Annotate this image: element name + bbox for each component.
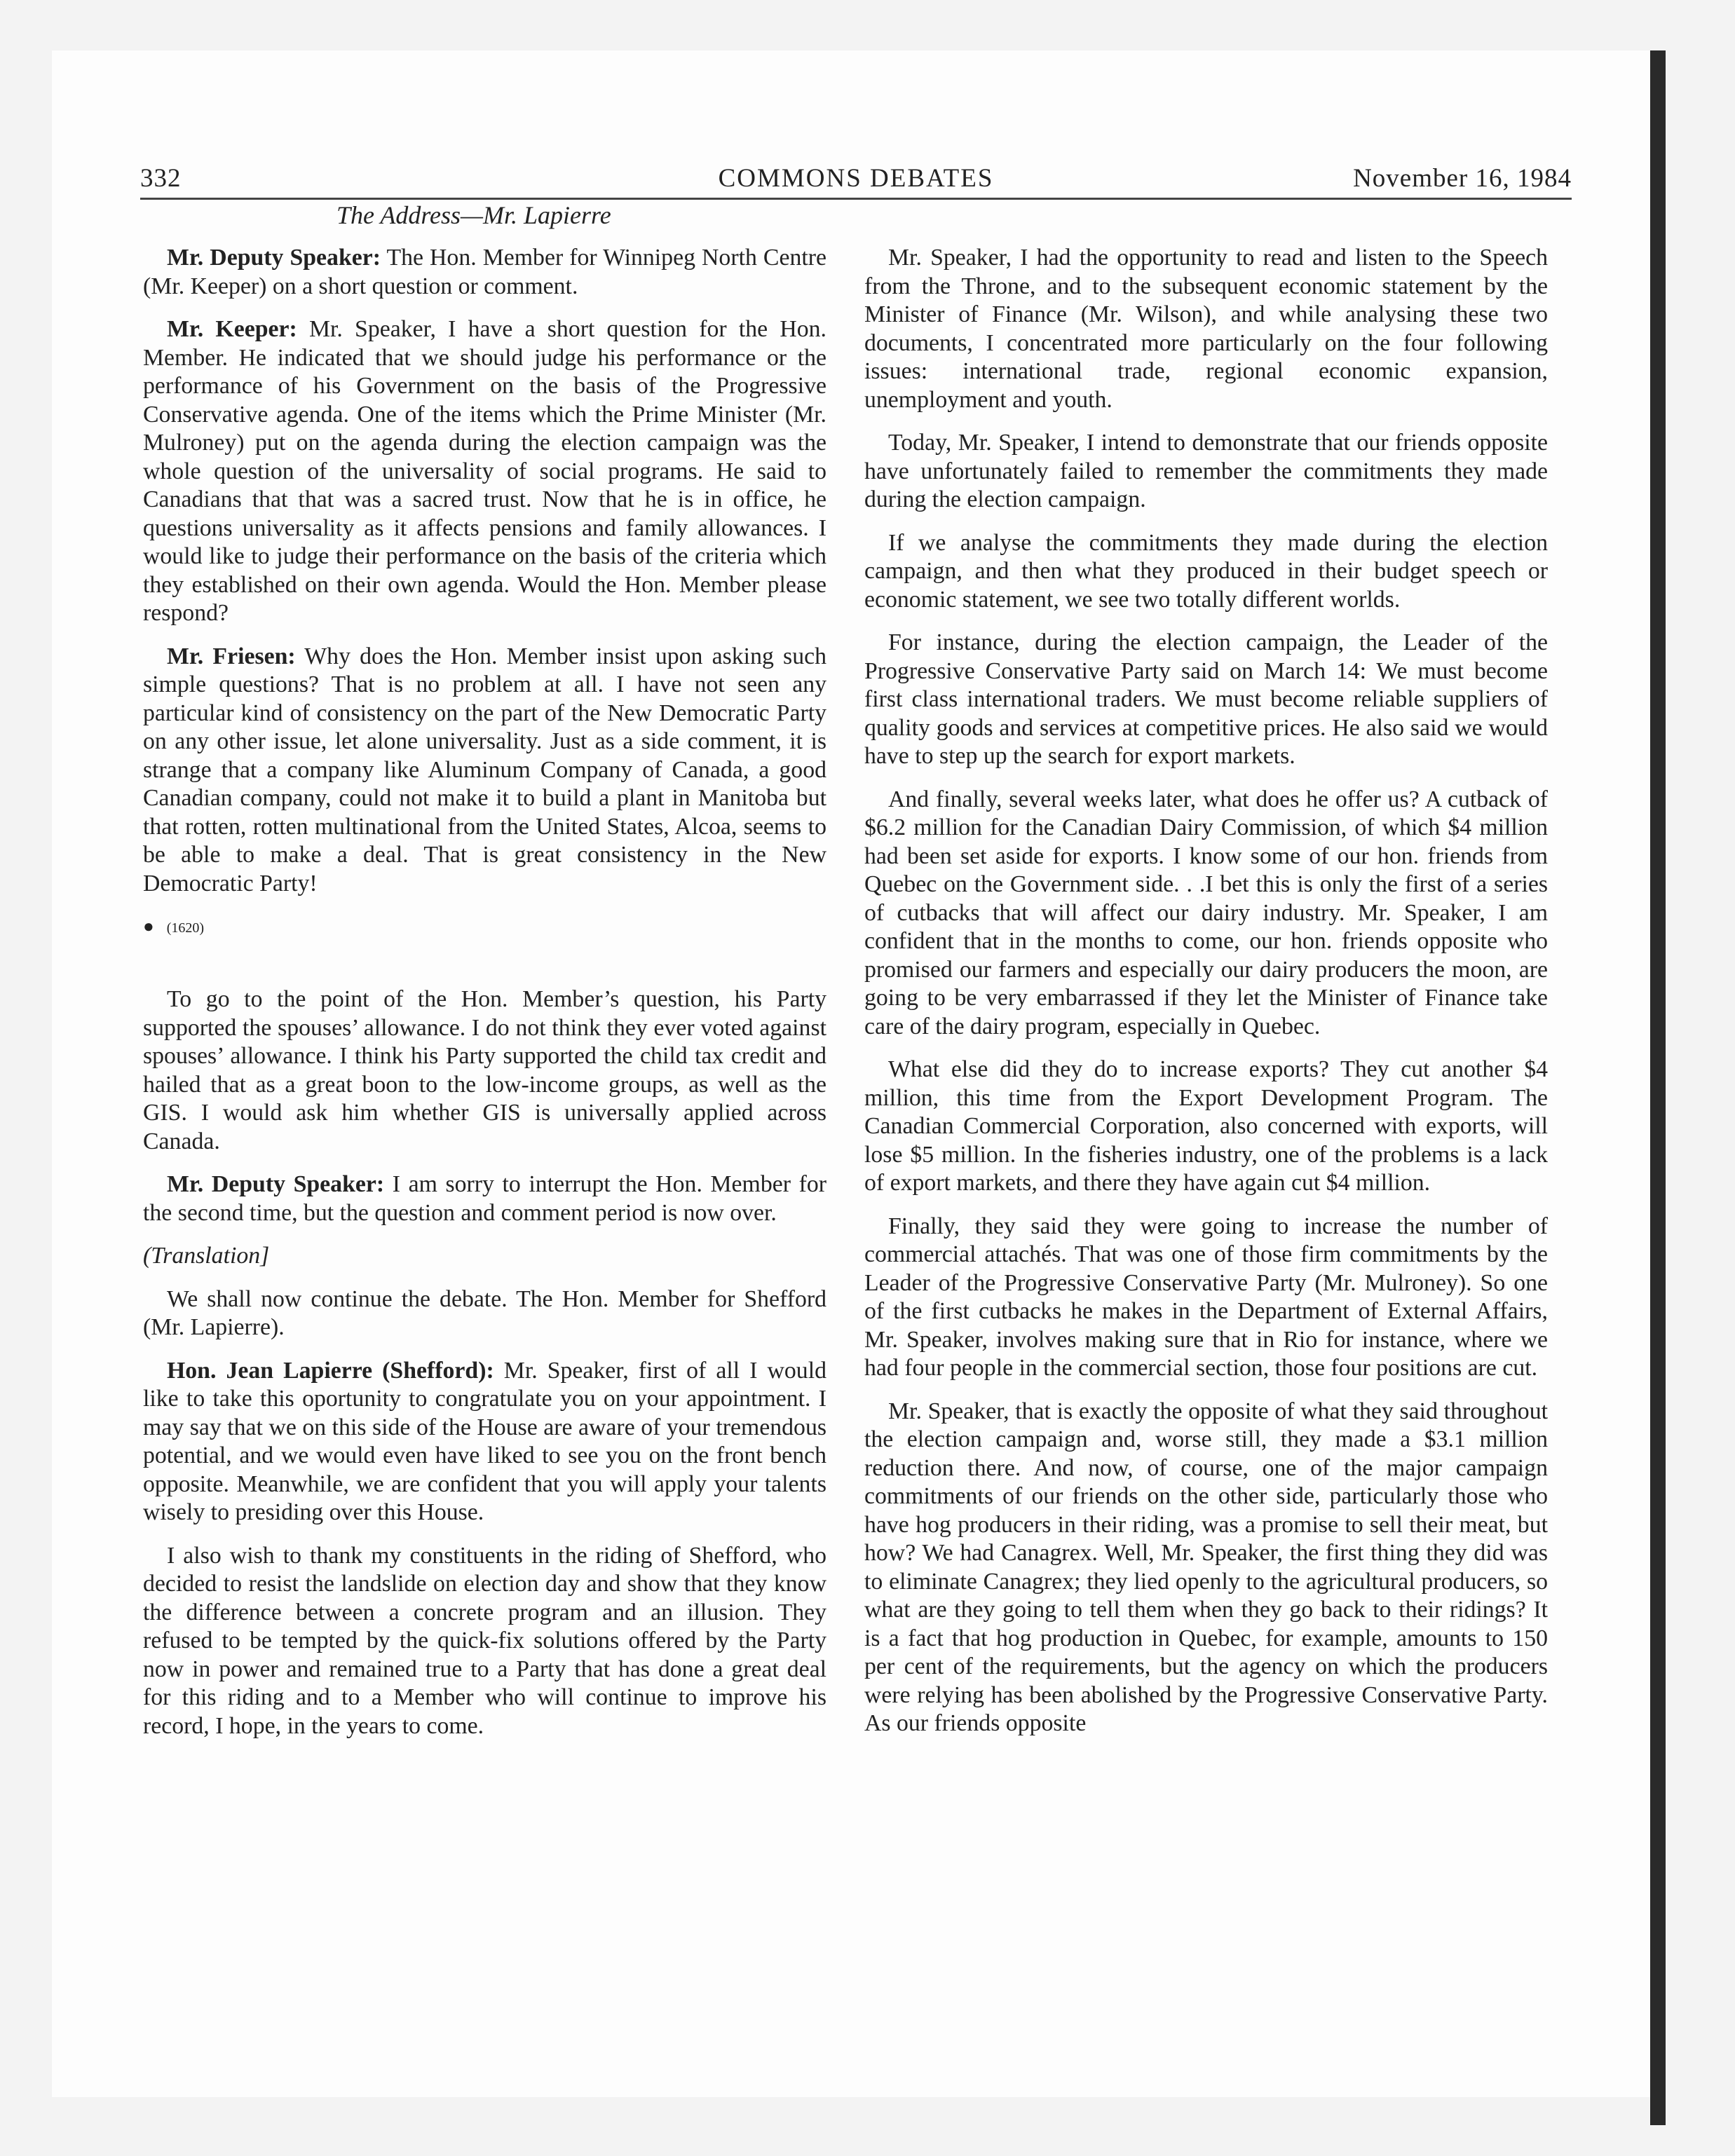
paragraph: And finally, several weeks later, what does he offer us? A cutback of $6.2 million for the Canadian Dairy Commission, of which $4 million had been set aside for exports. I know some of our hon. friends from Quebec on the Government side. . .I bet this is only the first of a series of cutbacks that will affect our dairy industry. Mr. Speaker, I am confident that in the months to come, our hon. friends opposite who promised our farmers and especially our dairy producers the moon, are going to be very embarrassed if they let the Minister of Finance take care of the dairy program, especially in Quebec.: [864, 786, 1548, 1039]
paragraph: For instance, during the election campaign, the Leader of the Progressive Conservative Party said on March 14: We must become first class international traders. We must become reliable suppliers of quality goods and services at competitive prices. He also said we would have to step up the search for export markets.: [864, 629, 1548, 769]
section-subhead: The Address—Mr. Lapierre: [336, 201, 611, 229]
speech-text: Mr. Speaker, first of all I would like to take this oportunity to congratulate you on your appointment. I may say that we on this side of the House are aware of your tremendous potential, and we would even have liked to see you on the front bench opposite. Meanwhile, we are confident that you will apply your talents wisely to presiding over this House.: [143, 1357, 826, 1525]
paragraph: [143, 1171, 826, 1227]
scan-edge: [1650, 50, 1666, 2125]
paragraph: I also wish to thank my constituents in the riding of Shefford, who decided to resist the landslide on election day and show that they know the difference between a concrete program and an illusion. They refused to be tempted by the quick-fix solutions offered by the Party now in power and remained true to a Party that has done a great deal for this riding and to a Member who will continue to improve his record, I hope, in the years to come.: [143, 1542, 826, 1739]
bullet-icon: ●: [143, 916, 154, 936]
paragraph: [143, 643, 826, 899]
paragraph: If we analyse the commitments they made during the election campaign, and then what they produced in their budget speech or economic statement, we see two totally different worlds.: [864, 529, 1548, 613]
speech-text: The Hon. Member for Winnipeg North Centre (Mr. Keeper) on a short question or comment.: [143, 245, 826, 299]
paragraph: We shall now continue the debate. The Hon. Member for Shefford (Mr. Lapierre).: [143, 1285, 826, 1340]
speech-text: Mr. Speaker, I have a short question for the Hon. Member. He indicated that we should judge his performance or the performance of his Government on the basis of the Progressive Conservative agenda. One of the items which the Prime Minister (Mr. Mulroney) put on the agenda during the election campaign was the whole question of the universality of social programs. He said to Canadians that that was a sacred trust. Now that he is in office, he questions universality as it affects pensions and family allowances. I would like to judge their performance on the basis of the criteria which they established on their own agenda. Would the Hon. Member please respond?: [143, 316, 826, 626]
speaker-name: Mr. Deputy Speaker:: [167, 245, 381, 271]
paragraph: Today, Mr. Speaker, I intend to demonstrate that our friends opposite have unfortunately failed to remember the commitments they made during the election campaign.: [864, 430, 1548, 512]
translation-note: (Translation]: [143, 1243, 270, 1269]
paragraph: To go to the point of the Hon. Member’s question, his Party supported the spouses’ allowance. I do not think they ever voted against spouses’ allowance. I think his Party supported the child tax credit and hailed that as a great boon to the low-income groups, as well as the GIS. I would ask him whether GIS is universally applied across Canada.: [143, 986, 826, 1154]
paragraph: Mr. Speaker, that is exactly the opposite of what they said throughout the election campaign and, worse still, they made a $3.1 million reduction there. And now, of course, one of the major campaign commitments of our friends on the other side, particularly those who have hog producers in their riding, was a promise to sell their meat, but how? We had Canagrex. Well, Mr. Speaker, the first thing they did was to eliminate Canagrex; they lied openly to the agricultural producers, so what are they going to tell them when they go back to their ridings? It is a fact that hog production in Quebec, for example, amounts to 150 per cent of the requirements, but the agency on which the producers were relying has been abolished by the Progressive Conservative Party. As our friends opposite: [864, 1398, 1548, 1736]
time-marker: [143, 913, 826, 942]
running-header: [140, 156, 1572, 200]
left-column: [143, 244, 826, 1755]
paragraph: [143, 315, 826, 628]
paragraph: [143, 244, 826, 301]
paragraph: Finally, they said they were going to increase the number of commercial attachés. That was one of those firm commitments by the Leader of the Progressive Conservative Party (Mr. Mulroney). So one of the first cutbacks he makes in the Department of External Affairs, Mr. Speaker, involves making sure that in Rio for instance, where we had four people in the commercial section, those four positions are cut.: [864, 1213, 1548, 1381]
speech-text: Why does the Hon. Member insist upon asking such simple questions? That is no problem at all. I have not seen any particular kind of consistency on the part of the New Democratic Party on any other issue, let alone universality. Just as a side comment, it is strange that a company like Aluminum Company of Canada, a good Canadian company, could not make it to build a plant in Manitoba but that rotten, rotten multinational from the United States, Alcoa, seems to be able to make a deal. That is great consistency in the New Democratic Party!: [143, 643, 827, 896]
speaker-name: Mr. Friesen:: [167, 643, 296, 669]
paragraph: [143, 1357, 826, 1527]
paragraph: What else did they do to increase exports? They cut another $4 million, this time from the Export Development Program. The Canadian Commercial Corporation, also concerned with exports, will lose $5 million. In the fisheries industry, one of the problems is a lack of export markets, and there they have again cut $4 million.: [864, 1056, 1548, 1196]
speaker-name: Hon. Jean Lapierre (Shefford):: [167, 1357, 494, 1384]
issue-date: November 16, 1984: [1353, 164, 1572, 193]
time-marker-text: (1620): [166, 920, 205, 936]
speech-text: I am sorry to interrupt the Hon. Member for the second time, but the question and comment period is now over.: [143, 1171, 826, 1226]
speaker-name: Mr. Deputy Speaker:: [167, 1171, 385, 1197]
paragraph: Mr. Speaker, I had the opportunity to read and listen to the Speech from the Throne, and to the subsequent economic statement by the Minister of Finance (Mr. Wilson), and while analysing these two documents, I concentrated more particularly on the four following issues: international trade, regional economic expansion, unemployment and youth.: [864, 245, 1548, 413]
speaker-name: Mr. Keeper:: [167, 316, 297, 342]
right-column: [864, 244, 1548, 1753]
publication-title: COMMONS DEBATES: [718, 164, 994, 193]
page-number: 332: [140, 164, 182, 193]
